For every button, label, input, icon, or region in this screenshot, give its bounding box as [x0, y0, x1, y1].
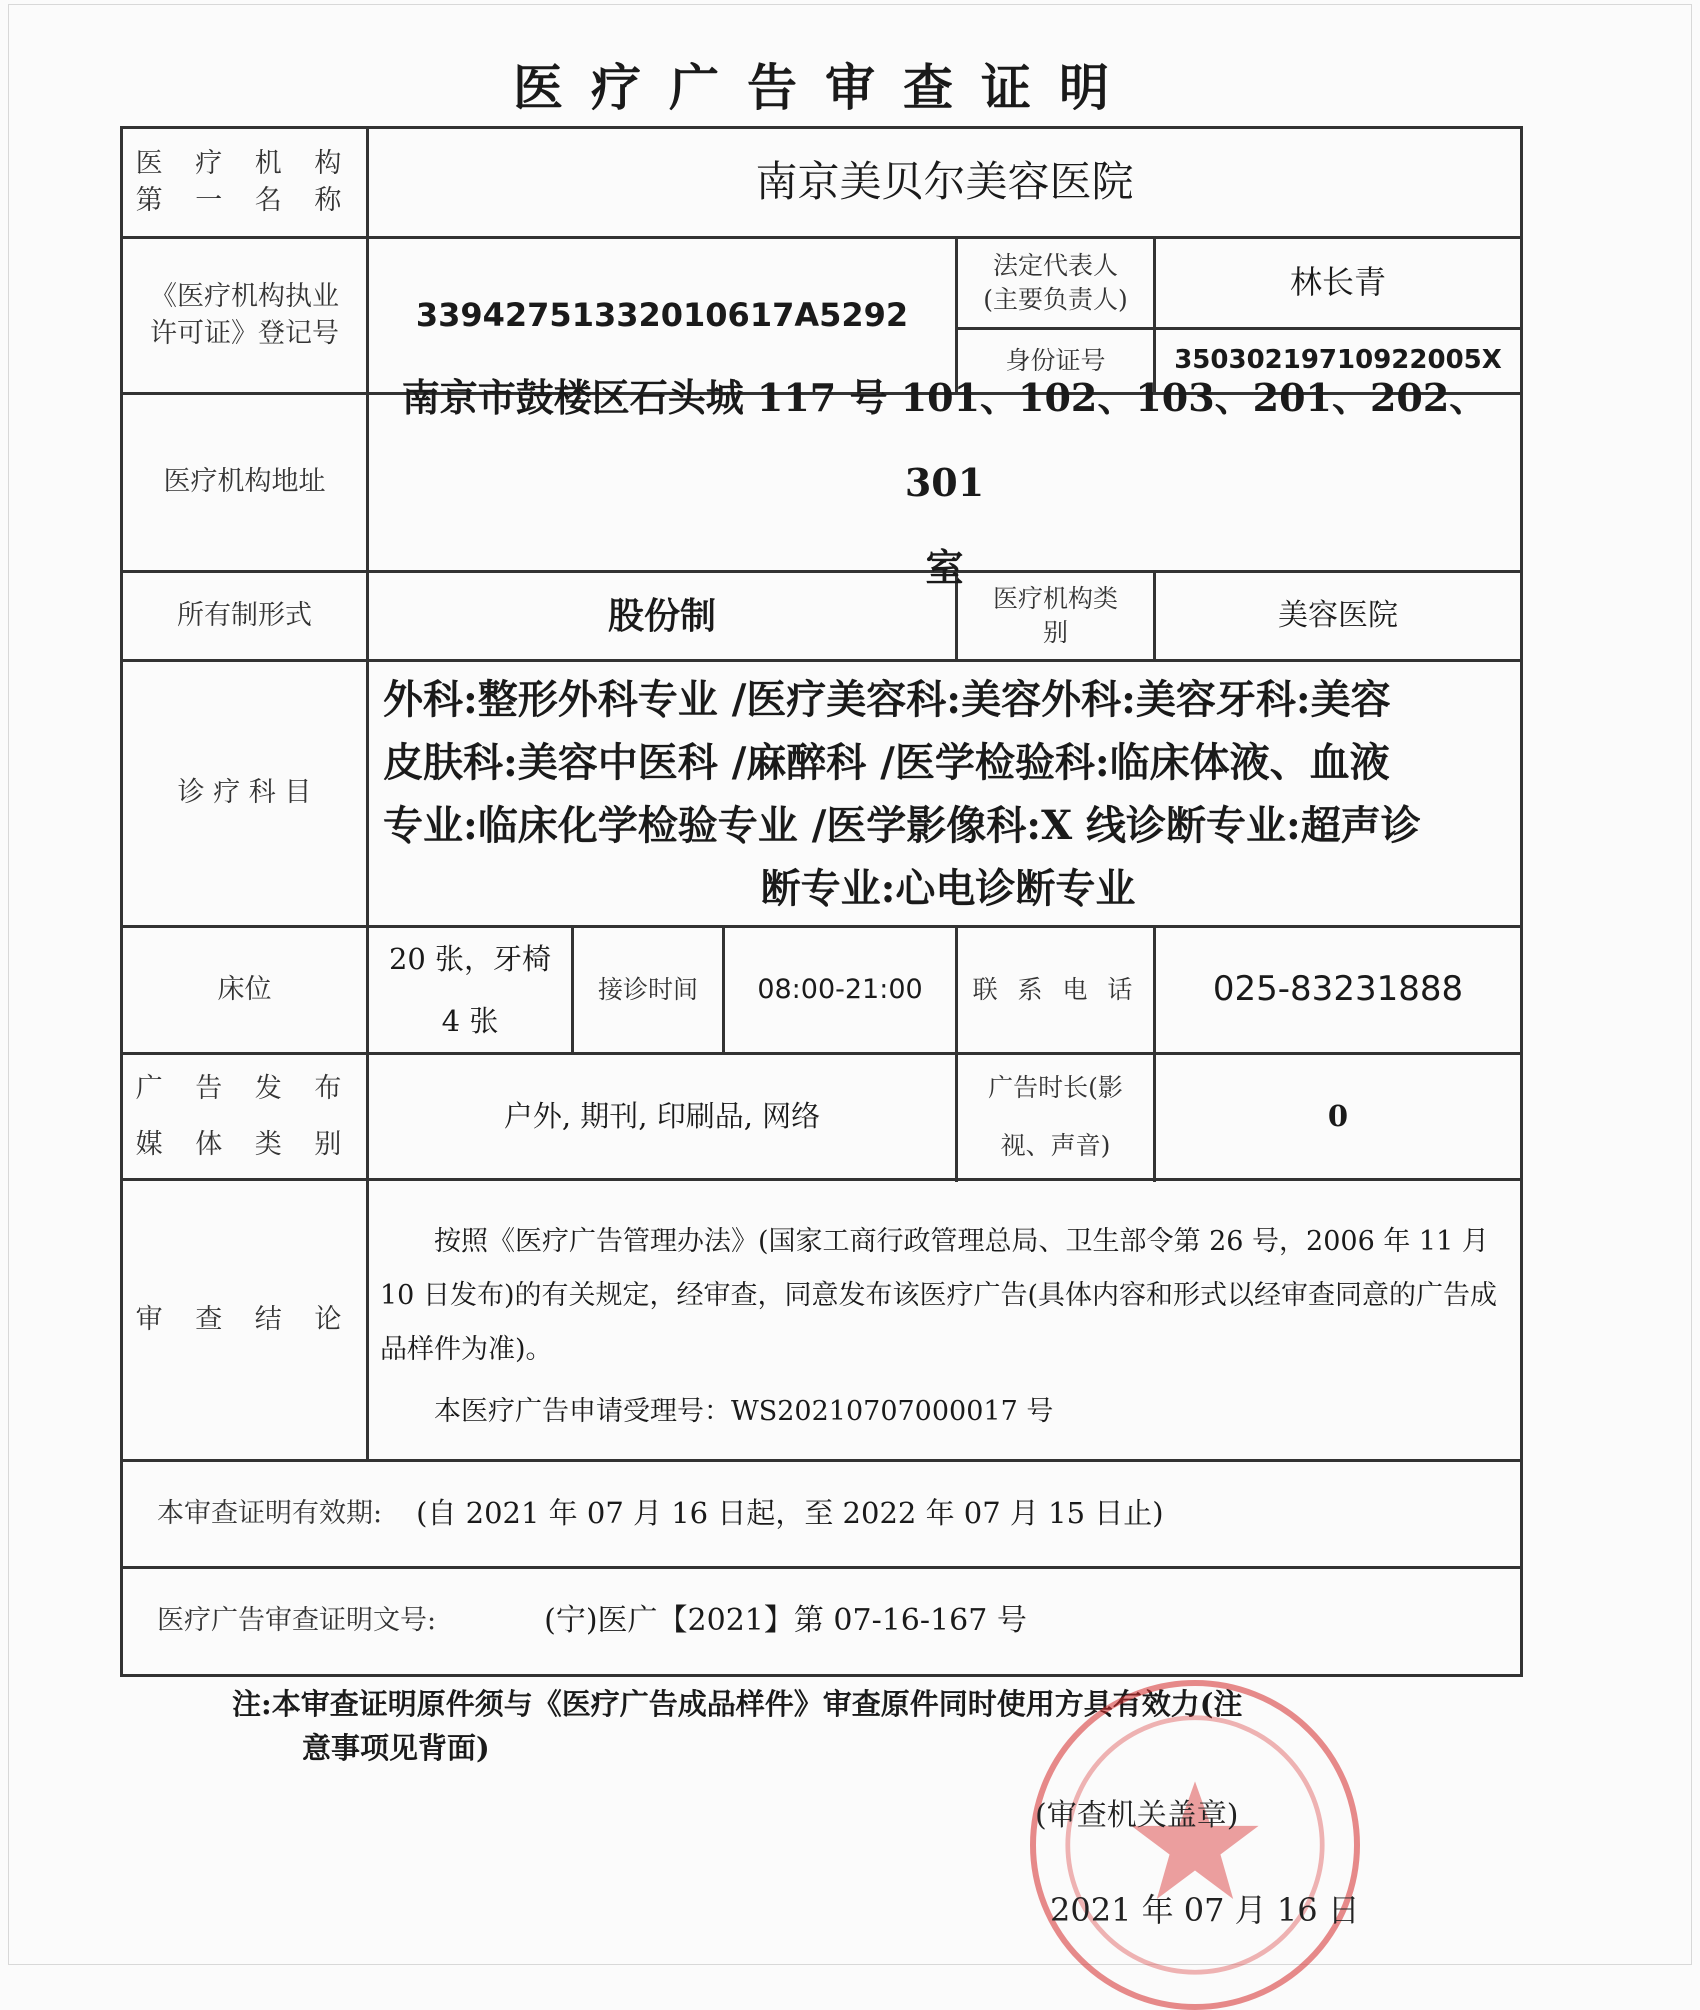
conclusion-text	[380, 1215, 1516, 1439]
departments-line: 外科:整形外科专业 /医疗美容科:美容外科:美容牙科:美容	[383, 676, 1391, 723]
phone-value: 025-83231888	[1212, 969, 1464, 1010]
hours-label: 接诊时间	[597, 975, 698, 1005]
conclusion-label: 审 查 结 论	[135, 1303, 354, 1335]
ad-duration-label-line2: 视、声音)	[1000, 1130, 1111, 1160]
org-type-label	[958, 573, 1153, 659]
table-bottom-border	[120, 1674, 1523, 1677]
legal-rep-label-line1: 法定代表人	[992, 251, 1118, 281]
address-label: 医疗机构地址	[163, 466, 326, 498]
ownership-value: 股份制	[607, 594, 716, 637]
certificate-number-value: (宁)医广【2021】第 07-16-167 号	[544, 1603, 1027, 1639]
validity-row	[123, 1462, 1520, 1566]
seal-caption: (审查机关盖章)	[1035, 1798, 1239, 1833]
id-number-value: 35030219710922005X	[1174, 345, 1502, 376]
ownership-label: 所有制形式	[177, 599, 312, 631]
departments-line: 专业:临床化学检验专业 /医学影像科:X 线诊断专业:超声诊	[383, 802, 1421, 849]
media-label-line2: 媒 体 类 别	[135, 1128, 354, 1160]
beds-value-line2: 4 张	[441, 1004, 499, 1038]
certificate-number-label: 医疗广告审查证明文号:	[157, 1605, 437, 1637]
org-name-label-line2: 第 一 名 称	[135, 184, 354, 216]
org-type-value: 美容医院	[1278, 597, 1398, 633]
departments-value	[383, 668, 1513, 920]
validity-label: 本审查证明有效期:	[157, 1497, 383, 1529]
phone-label: 联 系 电 话	[972, 975, 1139, 1005]
validity-value: (自 2021 年 07 月 16 日起，至 2022 年 07 月 15 日止)	[416, 1496, 1164, 1531]
conclusion-paragraph: 按照《医疗广告管理办法》(国家工商行政管理总局、卫生部令第 26 号，2006 年 11 月 10 日发布)的有关规定，经审查，同意发布该医疗广告(具体内容和形式以经审查同意的广告成品样件为准)。	[380, 1226, 1498, 1365]
media-label-line1: 广 告 发 布	[135, 1072, 354, 1104]
official-seal-stamp	[1030, 1680, 1360, 2010]
id-number-label: 身份证号	[1005, 346, 1106, 376]
legal-rep-value: 林长青	[1289, 263, 1386, 302]
org-type-label-line2: 别	[1042, 618, 1068, 647]
org-type-label-line1: 医疗机构类	[992, 584, 1118, 614]
address-value	[369, 375, 1520, 590]
application-number: 本医疗广告申请受理号：WS20210707000017 号	[434, 1396, 1054, 1427]
license-label-line1: 《医疗机构执业	[150, 281, 339, 313]
org-name-label	[123, 129, 366, 236]
ad-duration-label	[958, 1055, 1153, 1178]
ad-duration-label-line1: 广告时长(影	[988, 1072, 1123, 1102]
table-right-border	[1520, 126, 1523, 1677]
license-number: 339427513320106​17A5292	[415, 295, 909, 334]
departments-line: 皮肤科:美容中医科 /麻醉科 /医学检验科:临床体液、血液	[383, 739, 1390, 786]
beds-value-line1: 20 张，牙椅	[388, 942, 552, 976]
license-label-line2: 许可证》登记号	[150, 317, 339, 349]
certificate-number-row	[123, 1569, 1520, 1674]
hours-value: 08:00-21:00	[757, 973, 923, 1005]
license-label	[123, 239, 366, 392]
ad-duration-value: 0	[1327, 1098, 1349, 1133]
address-line2: 室	[925, 545, 964, 590]
footnote-line2: 意事项见背面)	[302, 1731, 490, 1765]
departments-label: 诊 疗 科 目	[177, 777, 312, 809]
departments-line: 断专业:心电诊断专业	[760, 865, 1136, 912]
footnote-line1: 注:本审查证明原件须与《医疗广告成品样件》审查原件同时使用方具有效力(注	[232, 1687, 1243, 1721]
beds-label: 床位	[217, 973, 272, 1005]
org-name-label-line1: 医 疗 机 构	[135, 148, 354, 180]
address-line1: 南京市鼓楼区石头城 117 号 101、102、103、201、202、301	[401, 375, 1488, 505]
issue-date: 2021 年 07 月 16 日	[1050, 1891, 1360, 1929]
legal-rep-label-line2: (主要负责人)	[983, 285, 1128, 314]
document-title: 医疗广告审查证明	[513, 58, 1137, 117]
legal-rep-label	[958, 239, 1153, 327]
org-name-value: 南京美贝尔美容医院	[755, 157, 1134, 207]
media-value: 户外, 期刊, 印刷品, 网络	[503, 1098, 821, 1133]
media-label	[123, 1055, 366, 1178]
beds-value	[369, 928, 571, 1052]
seal-star-icon	[1036, 1686, 1354, 2004]
